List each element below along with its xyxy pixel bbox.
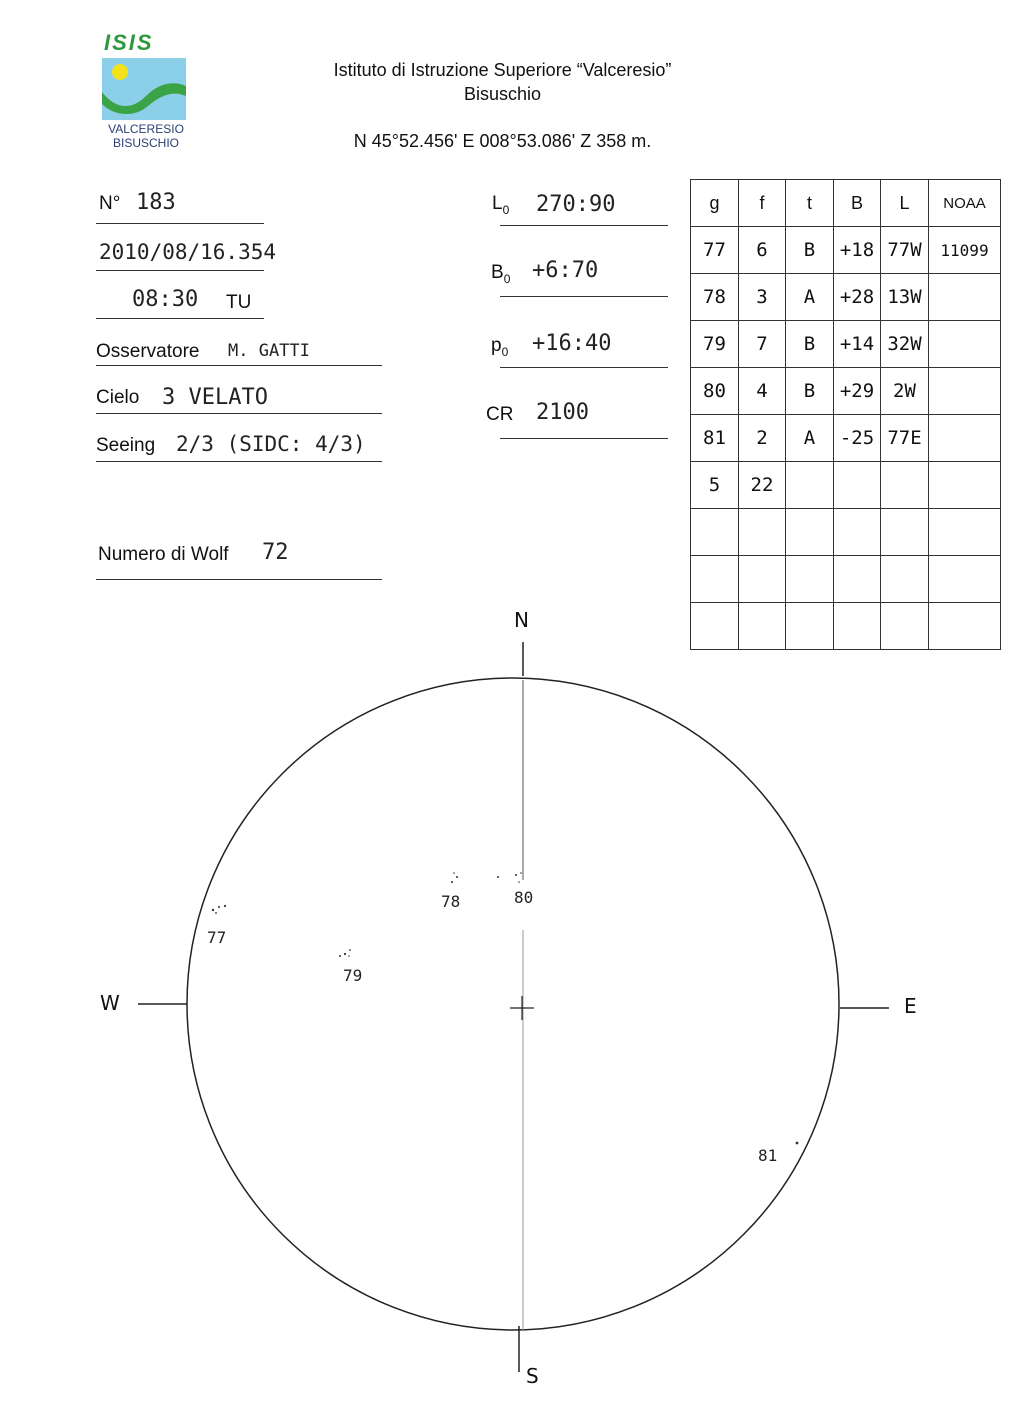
cell-spots: 22 (739, 462, 786, 509)
cell-spots: 7 (739, 321, 786, 368)
group-label-77: 77 (207, 928, 227, 947)
cell-latitude: +14 (834, 321, 881, 368)
cell-group: 77 (691, 227, 739, 274)
school-name: Istituto di Istruzione Superiore “Valceresio” (333, 60, 672, 80)
header-longitude: L (881, 180, 929, 227)
cr-label: CR (486, 404, 514, 425)
date-value: 2010/08/16.354 (99, 240, 277, 264)
group-label-79: 79 (343, 966, 363, 985)
cell-latitude: +18 (834, 227, 881, 274)
compass-north: N (514, 608, 529, 632)
wolf-number-value: 72 (262, 540, 289, 565)
l0-label-text: L (492, 193, 503, 214)
l0-label-sub: 0 (502, 202, 510, 217)
cell-latitude: +29 (834, 368, 881, 415)
compass-west: W (100, 991, 120, 1015)
compass-south: S (526, 1364, 539, 1388)
cell-latitude: +28 (834, 274, 881, 321)
cr-value: 2100 (536, 400, 589, 425)
time-unit: TU (226, 292, 252, 313)
cell-longitude: 32W (881, 321, 929, 368)
header-type: t (786, 180, 834, 227)
cell-group: 81 (691, 415, 739, 462)
cell-group: 80 (691, 368, 739, 415)
cell-longitude: 2W (881, 368, 929, 415)
sky-value: 3 VELATO (162, 385, 268, 410)
b0-value: +6:70 (532, 258, 599, 283)
header-latitude: B (834, 180, 881, 227)
b0-label-sub: 0 (503, 271, 511, 286)
group-label-80: 80 (514, 888, 534, 907)
header-group: g (691, 180, 739, 227)
cell-type: A (786, 274, 834, 321)
seeing-label: Seeing (96, 435, 156, 456)
b0-label-text: B (491, 262, 504, 283)
cell-spots: 6 (739, 227, 786, 274)
sunspot-dots (212, 872, 799, 1144)
p0-label-text: p (491, 335, 502, 356)
l0-value: 270:90 (536, 192, 616, 217)
observer-label: Osservatore (96, 341, 200, 362)
time-value: 08:30 (132, 287, 199, 312)
header-noaa: NOAA (929, 180, 1001, 227)
cell-latitude: -25 (834, 415, 881, 462)
cell-spots: 2 (739, 415, 786, 462)
logo-caption-line2: BISUSCHIO (112, 136, 179, 150)
cell-type: B (786, 227, 834, 274)
cell-longitude: 13W (881, 274, 929, 321)
solar-disk-outline (187, 678, 839, 1330)
number-label: N° (99, 193, 121, 214)
cell-type: B (786, 321, 834, 368)
cell-type: B (786, 368, 834, 415)
cell-longitude: 77E (881, 415, 929, 462)
school-city: Bisuschio (463, 84, 542, 104)
observatory-coordinates: N 45°52.456' E 008°53.086' Z 358 m. (353, 131, 652, 151)
logo-wordmark: ISIS (104, 30, 154, 55)
p0-value: +16:40 (532, 331, 612, 356)
cell-spots: 4 (739, 368, 786, 415)
logo-caption-line1: VALCERESIO (108, 122, 184, 136)
seeing-value: 2/3 (SIDC: 4/3) (176, 432, 366, 456)
observer-value: M. GATTI (228, 341, 310, 361)
cell-spots: 3 (739, 274, 786, 321)
compass-east: E (904, 994, 917, 1018)
cell-group: 78 (691, 274, 739, 321)
p0-label-sub: 0 (501, 344, 509, 359)
sky-label: Cielo (96, 387, 140, 408)
number-value: 183 (136, 190, 176, 215)
cell-noaa: 11099 (929, 227, 1001, 274)
cell-longitude: 77W (881, 227, 929, 274)
cell-group: 79 (691, 321, 739, 368)
group-label-81: 81 (758, 1146, 778, 1165)
cell-type: A (786, 415, 834, 462)
group-label-78: 78 (441, 892, 461, 911)
header-spots: f (739, 180, 786, 227)
wolf-number-label: Numero di Wolf (98, 544, 229, 565)
cell-group: 5 (691, 462, 739, 509)
